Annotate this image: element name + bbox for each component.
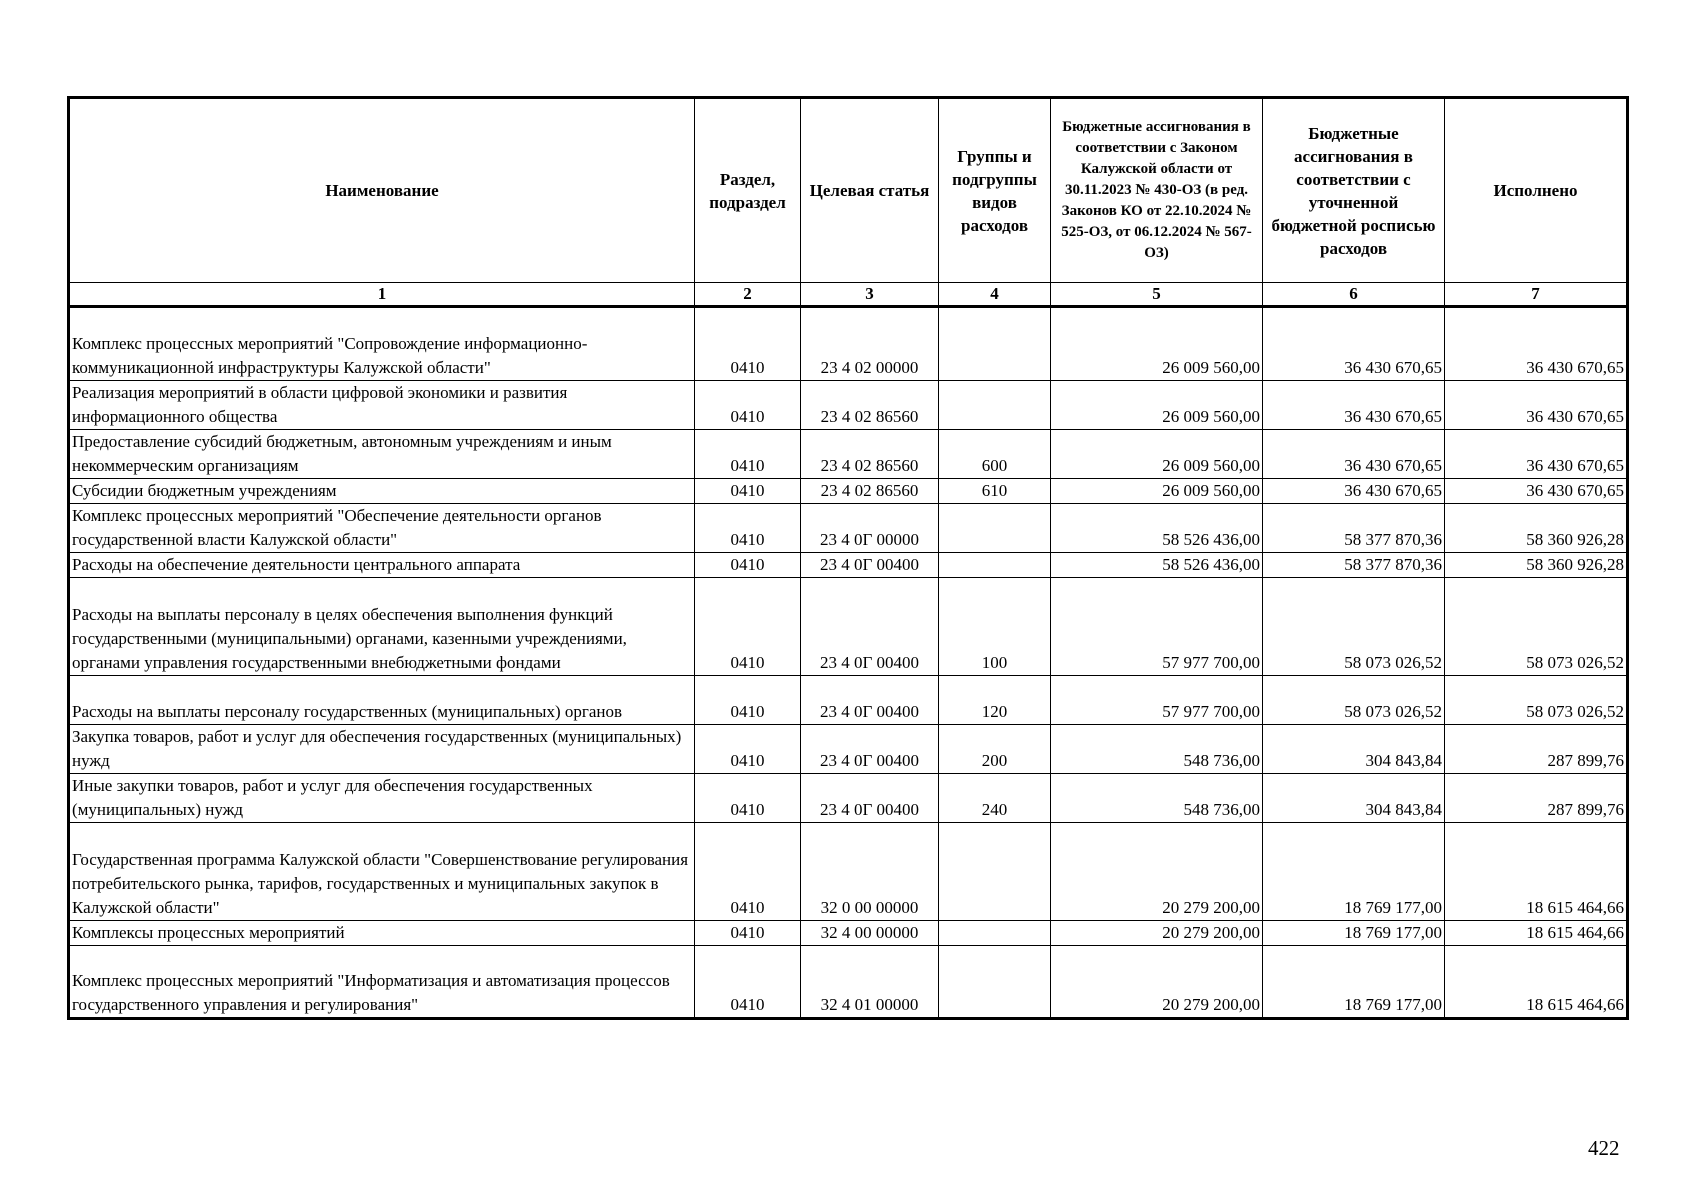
table-row <box>69 921 1628 946</box>
cell-section: 0410 <box>695 504 801 553</box>
header-target: Целевая статья <box>801 98 939 283</box>
header-refined-allocations: Бюджетные ассигнования в соответствии с уточненной бюджетной росписью расходов <box>1263 98 1445 283</box>
cell-executed: 36 430 670,65 <box>1445 381 1628 430</box>
cell-target: 23 4 0Г 00000 <box>801 504 939 553</box>
header-law-allocations: Бюджетные ассигнования в соответствии с Законом Калужской области от 30.11.2023 № 430-ОЗ (в ред. Законов КО от 22.10.2024 № 525-ОЗ, от 06.12.2024 № 567-ОЗ) <box>1051 98 1263 283</box>
cell-law: 20 279 200,00 <box>1051 921 1263 946</box>
cell-refined: 304 843,84 <box>1263 725 1445 774</box>
cell-group <box>939 504 1051 553</box>
cell-group <box>939 946 1051 1019</box>
column-number: 7 <box>1445 283 1628 307</box>
table-row <box>69 578 1628 676</box>
cell-target: 23 4 0Г 00400 <box>801 725 939 774</box>
cell-executed: 18 615 464,66 <box>1445 946 1628 1019</box>
cell-executed: 58 360 926,28 <box>1445 553 1628 578</box>
cell-law: 548 736,00 <box>1051 725 1263 774</box>
column-number: 5 <box>1051 283 1263 307</box>
cell-section: 0410 <box>695 479 801 504</box>
cell-name: Расходы на обеспечение деятельности центрального аппарата <box>69 553 695 578</box>
cell-executed: 58 360 926,28 <box>1445 504 1628 553</box>
table-row <box>69 307 1628 381</box>
cell-refined: 18 769 177,00 <box>1263 823 1445 921</box>
column-number: 4 <box>939 283 1051 307</box>
column-number: 2 <box>695 283 801 307</box>
cell-refined: 304 843,84 <box>1263 774 1445 823</box>
cell-name: Комплексы процессных мероприятий <box>69 921 695 946</box>
cell-refined: 18 769 177,00 <box>1263 946 1445 1019</box>
cell-refined: 18 769 177,00 <box>1263 921 1445 946</box>
header-section: Раздел, подраздел <box>695 98 801 283</box>
cell-executed: 287 899,76 <box>1445 725 1628 774</box>
cell-name: Предоставление субсидий бюджетным, автономным учреждениям и иным некоммерческим организациям <box>69 430 695 479</box>
column-number: 6 <box>1263 283 1445 307</box>
header-executed: Исполнено <box>1445 98 1628 283</box>
table-row <box>69 823 1628 921</box>
cell-law: 20 279 200,00 <box>1051 946 1263 1019</box>
cell-section: 0410 <box>695 946 801 1019</box>
cell-executed: 36 430 670,65 <box>1445 430 1628 479</box>
table-row <box>69 479 1628 504</box>
cell-executed: 287 899,76 <box>1445 774 1628 823</box>
cell-target: 23 4 02 86560 <box>801 430 939 479</box>
cell-section: 0410 <box>695 381 801 430</box>
cell-refined: 36 430 670,65 <box>1263 430 1445 479</box>
cell-executed: 58 073 026,52 <box>1445 676 1628 725</box>
cell-group: 200 <box>939 725 1051 774</box>
cell-target: 23 4 0Г 00400 <box>801 676 939 725</box>
cell-law: 58 526 436,00 <box>1051 553 1263 578</box>
table-row <box>69 774 1628 823</box>
header-row <box>69 98 1628 283</box>
cell-group <box>939 307 1051 381</box>
cell-group <box>939 823 1051 921</box>
cell-refined: 36 430 670,65 <box>1263 381 1445 430</box>
cell-refined: 58 377 870,36 <box>1263 553 1445 578</box>
cell-group <box>939 381 1051 430</box>
cell-refined: 58 073 026,52 <box>1263 676 1445 725</box>
cell-law: 26 009 560,00 <box>1051 479 1263 504</box>
cell-group: 120 <box>939 676 1051 725</box>
cell-target: 23 4 0Г 00400 <box>801 578 939 676</box>
cell-executed: 18 615 464,66 <box>1445 823 1628 921</box>
column-number: 1 <box>69 283 695 307</box>
cell-executed: 36 430 670,65 <box>1445 307 1628 381</box>
cell-target: 23 4 02 86560 <box>801 479 939 504</box>
cell-name: Комплекс процессных мероприятий "Информатизация и автоматизация процессов государственного управления и регулирования" <box>69 946 695 1019</box>
cell-law: 26 009 560,00 <box>1051 307 1263 381</box>
cell-name: Комплекс процессных мероприятий "Сопровождение информационно-коммуникационной инфраструктуры Калужской области" <box>69 307 695 381</box>
cell-section: 0410 <box>695 921 801 946</box>
cell-section: 0410 <box>695 578 801 676</box>
cell-law: 20 279 200,00 <box>1051 823 1263 921</box>
cell-section: 0410 <box>695 823 801 921</box>
column-number-row <box>69 283 1628 307</box>
cell-executed: 36 430 670,65 <box>1445 479 1628 504</box>
cell-target: 32 0 00 00000 <box>801 823 939 921</box>
header-name: Наименование <box>69 98 695 283</box>
cell-group: 610 <box>939 479 1051 504</box>
cell-section: 0410 <box>695 553 801 578</box>
cell-target: 32 4 01 00000 <box>801 946 939 1019</box>
cell-name: Субсидии бюджетным учреждениям <box>69 479 695 504</box>
cell-name: Реализация мероприятий в области цифровой экономики и развития информационного общества <box>69 381 695 430</box>
table-row <box>69 553 1628 578</box>
cell-target: 23 4 02 86560 <box>801 381 939 430</box>
cell-group: 600 <box>939 430 1051 479</box>
cell-group <box>939 553 1051 578</box>
cell-group: 240 <box>939 774 1051 823</box>
cell-refined: 36 430 670,65 <box>1263 307 1445 381</box>
table-row <box>69 381 1628 430</box>
cell-law: 548 736,00 <box>1051 774 1263 823</box>
cell-target: 23 4 02 00000 <box>801 307 939 381</box>
table-row <box>69 946 1628 1019</box>
cell-law: 58 526 436,00 <box>1051 504 1263 553</box>
cell-refined: 58 073 026,52 <box>1263 578 1445 676</box>
cell-name: Расходы на выплаты персоналу в целях обеспечения выполнения функций государственными (муниципальными) органами, казенными учреждениями, органами управления государственными внебюджетными фондами <box>69 578 695 676</box>
cell-refined: 36 430 670,65 <box>1263 479 1445 504</box>
table-row <box>69 504 1628 553</box>
cell-name: Расходы на выплаты персоналу государственных (муниципальных) органов <box>69 676 695 725</box>
cell-name: Комплекс процессных мероприятий "Обеспечение деятельности органов государственной власти Калужской области" <box>69 504 695 553</box>
cell-group: 100 <box>939 578 1051 676</box>
table-row <box>69 430 1628 479</box>
cell-law: 57 977 700,00 <box>1051 676 1263 725</box>
page-number: 422 <box>1588 1136 1620 1160</box>
cell-target: 23 4 0Г 00400 <box>801 774 939 823</box>
cell-group <box>939 921 1051 946</box>
cell-section: 0410 <box>695 725 801 774</box>
table-row <box>69 725 1628 774</box>
budget-table <box>67 96 1629 1020</box>
cell-refined: 58 377 870,36 <box>1263 504 1445 553</box>
cell-law: 26 009 560,00 <box>1051 381 1263 430</box>
cell-target: 32 4 00 00000 <box>801 921 939 946</box>
cell-name: Закупка товаров, работ и услуг для обеспечения государственных (муниципальных) нужд <box>69 725 695 774</box>
cell-law: 57 977 700,00 <box>1051 578 1263 676</box>
cell-name: Государственная программа Калужской области "Совершенствование регулирования потребительского рынка, тарифов, государственных и муниципальных закупок в Калужской области" <box>69 823 695 921</box>
cell-section: 0410 <box>695 307 801 381</box>
cell-executed: 18 615 464,66 <box>1445 921 1628 946</box>
header-groups: Группы и подгруппы видов расходов <box>939 98 1051 283</box>
table-row <box>69 676 1628 725</box>
cell-section: 0410 <box>695 774 801 823</box>
cell-law: 26 009 560,00 <box>1051 430 1263 479</box>
cell-target: 23 4 0Г 00400 <box>801 553 939 578</box>
cell-name: Иные закупки товаров, работ и услуг для обеспечения государственных (муниципальных) нужд <box>69 774 695 823</box>
cell-executed: 58 073 026,52 <box>1445 578 1628 676</box>
cell-section: 0410 <box>695 676 801 725</box>
column-number: 3 <box>801 283 939 307</box>
cell-section: 0410 <box>695 430 801 479</box>
